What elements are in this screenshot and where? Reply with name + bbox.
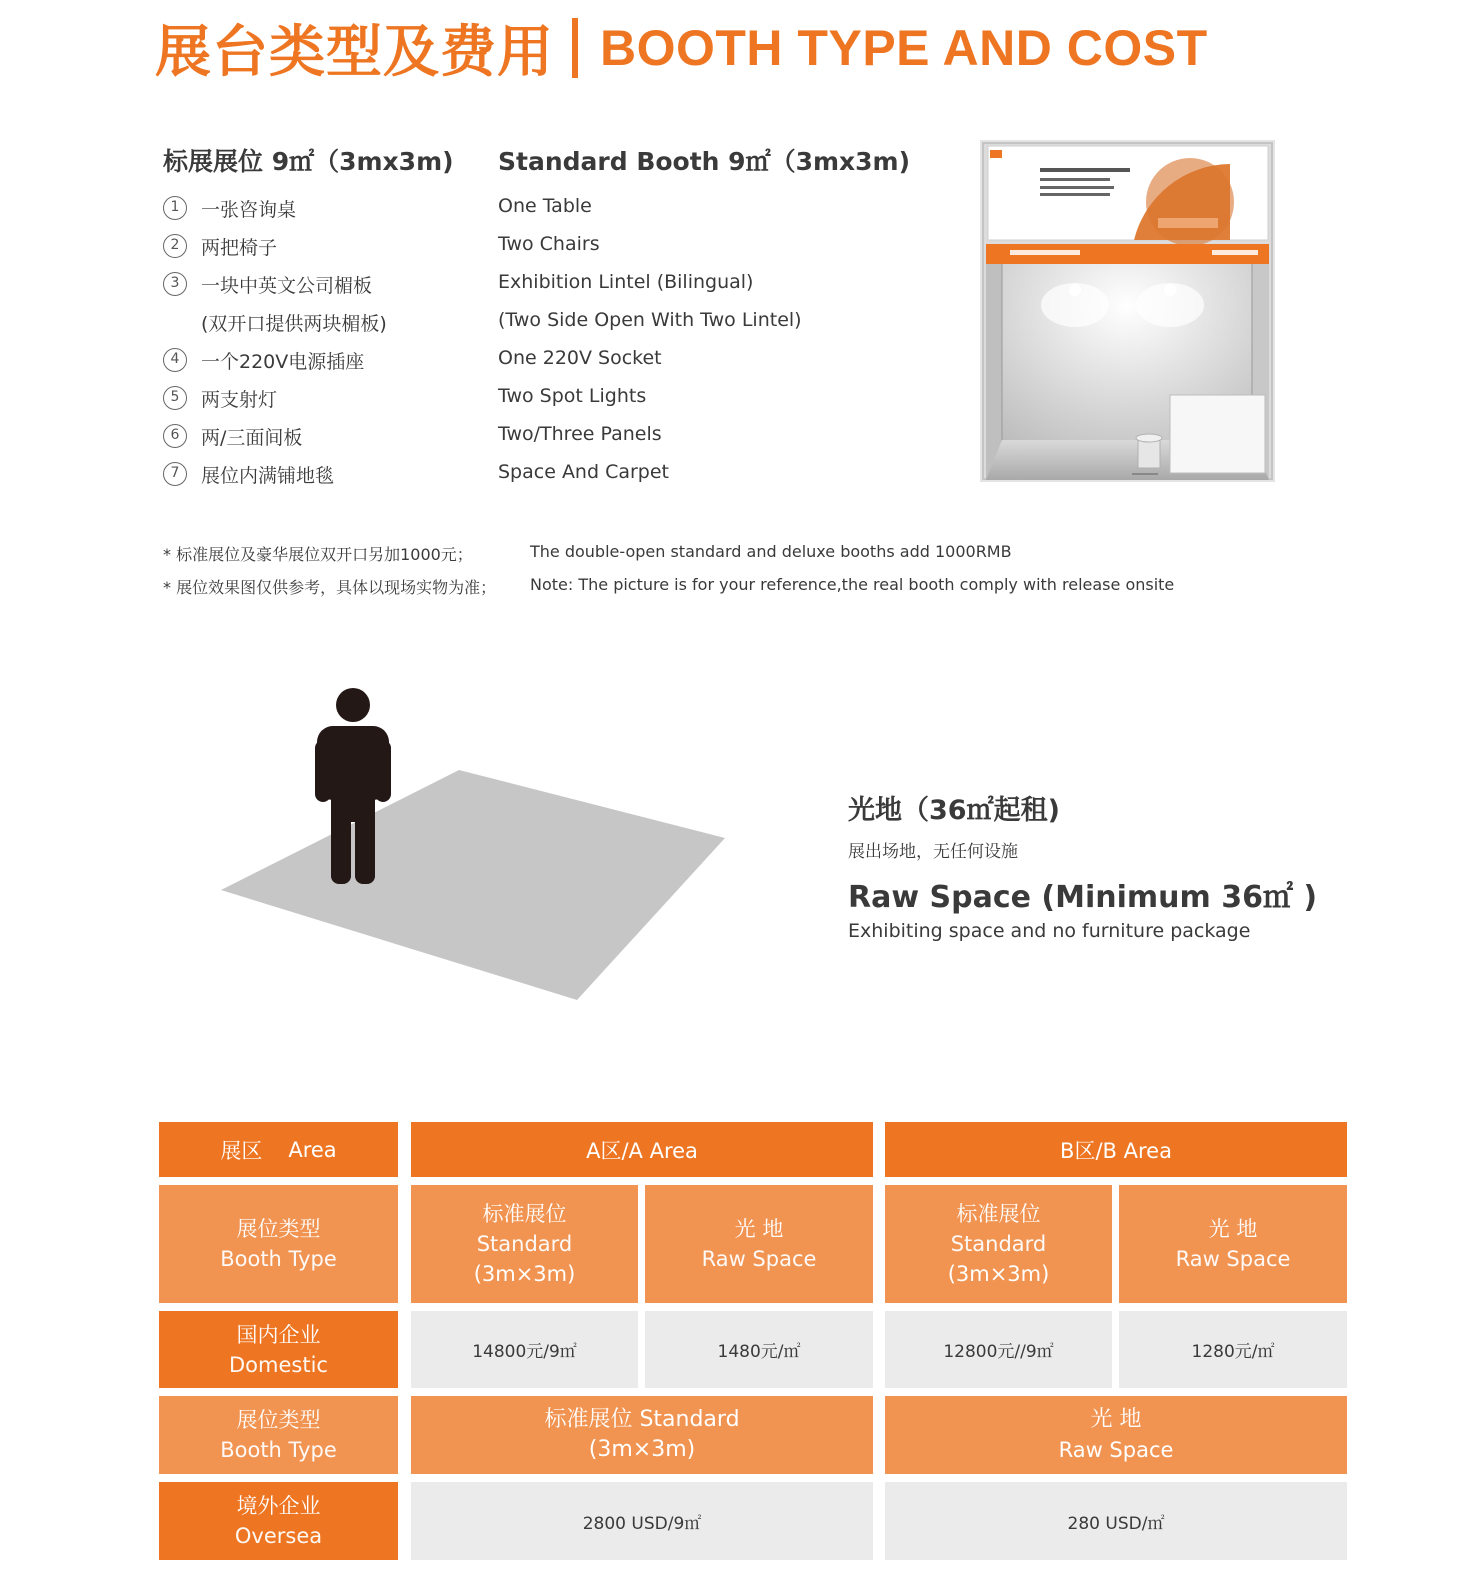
item-label-en: One 220V Socket: [498, 347, 662, 369]
list-item: [163, 456, 863, 494]
oversea-cn: 境外企业: [236, 1494, 321, 1518]
item-label-en: (Two Side Open With Two Lintel): [498, 309, 802, 331]
page-title-cn: 展台类型及费用: [155, 20, 554, 85]
standard-size: (3m×3m): [473, 1262, 576, 1286]
table-cell-a-raw: [645, 1185, 873, 1303]
list-item: [163, 418, 863, 456]
standard-booth-items: [163, 190, 863, 494]
raw-space-illustration: [215, 680, 735, 1010]
note-row: [163, 573, 1263, 606]
domestic-en: Domestic: [229, 1352, 328, 1377]
row-label-oversea: [159, 1482, 398, 1560]
standard-en: Standard: [476, 1232, 573, 1256]
item-number-badge: 5: [163, 386, 187, 410]
item-label-cn: 展位内满铺地毯: [201, 465, 335, 487]
table-cell-overseas-raw: [885, 1396, 1347, 1474]
item-label-en: Two/Three Panels: [498, 423, 662, 445]
standard-cn: 标准展位: [482, 1202, 567, 1226]
page-title-en: BOOTH TYPE AND COST: [600, 20, 1208, 76]
title-divider: [572, 18, 578, 78]
item-label-cn: 一个220V电源插座: [201, 351, 365, 373]
table-cell-b-standard: [885, 1185, 1112, 1303]
page-title: [155, 8, 1208, 88]
list-item: [163, 228, 863, 266]
item-label-en: Two Spot Lights: [498, 385, 647, 407]
raw-space-info: [848, 788, 1317, 942]
item-label-cn: 一张咨询桌: [201, 199, 297, 221]
note-cn: * 标准展位及豪华展位双开口另加1000元；: [163, 545, 473, 564]
price-domestic-a-standard: 14800元/9㎡: [411, 1311, 638, 1388]
booth-type-en: Booth Type: [220, 1438, 337, 1462]
standard-booth-illustration: [980, 140, 1275, 482]
raw-en: Raw Space: [1175, 1247, 1291, 1271]
booth-notes: [163, 540, 1263, 606]
note-cn: * 展位效果图仅供参考，具体以现场实物为准；: [163, 578, 497, 597]
overseas-standard-size: (3m×3m): [588, 1437, 696, 1462]
raw-cn: 光 地: [1208, 1217, 1258, 1241]
raw-en: Raw Space: [701, 1247, 817, 1271]
price-oversea-raw: 280 USD/㎡: [885, 1482, 1347, 1560]
price-domestic-b-raw: 1280元/㎡: [1119, 1311, 1347, 1388]
raw-cn: 光 地: [734, 1217, 784, 1241]
area-label-cn: 展区: [220, 1138, 263, 1163]
raw-cn: 光 地: [1090, 1407, 1142, 1432]
item-label-en: Exhibition Lintel (Bilingual): [498, 271, 754, 293]
price-domestic-a-raw: 1480元/㎡: [645, 1311, 873, 1388]
raw-en: Raw Space: [1058, 1438, 1174, 1462]
booth-type-en: Booth Type: [220, 1247, 337, 1271]
note-row: [163, 540, 1263, 573]
item-label-cn: 两/三面间板: [201, 427, 303, 449]
price-oversea-standard: 2800 USD/9㎡: [411, 1482, 873, 1560]
raw-space-title-en: Raw Space (Minimum 36㎡ ): [848, 880, 1318, 915]
row-label-booth-type-overseas: [159, 1396, 398, 1474]
booth-type-cn: 展位类型: [236, 1408, 321, 1432]
standard-booth-heading-cn: 标展展位 9㎡（3mx3m): [163, 147, 454, 176]
table-cell-b-raw: [1119, 1185, 1347, 1303]
raw-space-title-cn: 光地（36㎡起租): [848, 795, 1060, 826]
oversea-en: Oversea: [234, 1524, 323, 1548]
table-header-a-area: A区/A Area: [411, 1122, 873, 1177]
item-number-badge: 2: [163, 234, 187, 258]
list-item: [163, 190, 863, 228]
item-number-badge: 6: [163, 424, 187, 448]
item-label-cn: 两把椅子: [201, 237, 278, 259]
list-item: [163, 342, 863, 380]
table-header-area: [159, 1122, 398, 1177]
item-number-badge: 7: [163, 462, 187, 486]
item-label-cn: (双开口提供两块楣板): [201, 313, 387, 335]
table-cell-a-standard: [411, 1185, 638, 1303]
standard-cn: 标准展位: [956, 1202, 1041, 1226]
list-item: [163, 380, 863, 418]
row-label-domestic: [159, 1311, 398, 1388]
item-label-cn: 一块中英文公司楣板: [201, 275, 373, 297]
price-domestic-b-standard: 12800元//9㎡: [885, 1311, 1112, 1388]
table-cell-overseas-standard: [411, 1396, 873, 1474]
note-en: The double-open standard and deluxe booths add 1000RMB: [530, 542, 1012, 561]
floor-plane: [221, 770, 725, 1000]
item-label-en: Two Chairs: [498, 233, 600, 255]
area-label-en: Area: [288, 1137, 337, 1162]
item-label-cn: 两支射灯: [201, 389, 278, 411]
item-number-badge: 4: [163, 348, 187, 372]
standard-en: Standard: [950, 1232, 1047, 1256]
standard-booth-heading-en: Standard Booth 9㎡（3mx3m): [498, 147, 911, 176]
raw-space-desc-en: Exhibiting space and no furniture package: [848, 920, 1251, 942]
raw-space-desc-cn: 展出场地，无任何设施: [848, 842, 1018, 862]
item-label-en: One Table: [498, 195, 592, 217]
booth-type-cn: 展位类型: [236, 1217, 321, 1241]
item-label-en: Space And Carpet: [498, 461, 669, 483]
list-item: [163, 304, 863, 342]
domestic-cn: 国内企业: [236, 1322, 321, 1347]
standard-size: (3m×3m): [947, 1262, 1050, 1286]
list-item: [163, 266, 863, 304]
note-en: Note: The picture is for your reference,the real booth comply with release onsite: [530, 575, 1175, 594]
row-label-booth-type: [159, 1185, 398, 1303]
overseas-standard-label: 标准展位 Standard: [544, 1407, 740, 1432]
item-number-badge: 1: [163, 196, 187, 220]
item-number-badge: 3: [163, 272, 187, 296]
table-header-b-area: B区/B Area: [885, 1122, 1347, 1177]
